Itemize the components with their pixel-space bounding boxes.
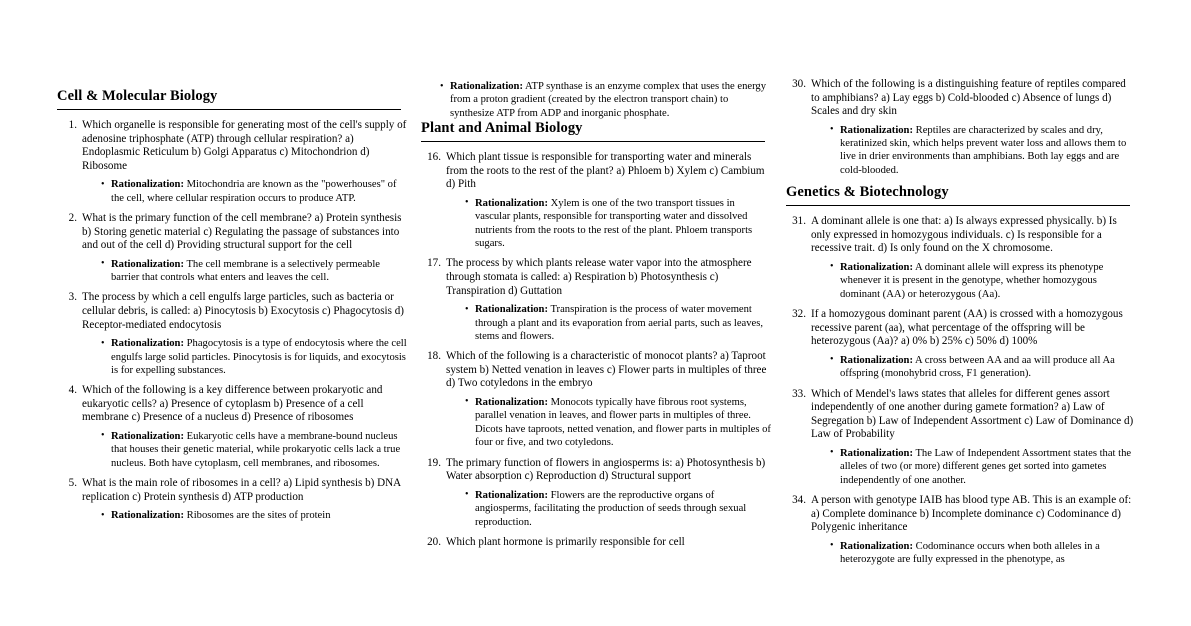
bullet-icon: • (101, 337, 105, 349)
question-text: What is the primary function of the cell membrane? a) Protein synthesis b) Storing genetic material c) Regulating the passage of substances into and out of the cell d) Providing structural support for the cell (82, 212, 402, 252)
rationalization-item (465, 303, 771, 343)
question-text: Which of the following is a key difference between prokaryotic and eukaryotic cells? a) Presence of cytoplasm b) Presence of a cell membrane c) Presence of a nucleus d) Presence of ribosomes (82, 384, 383, 424)
rationalization-text: Eukaryotic cells have a membrane-bound nucleus that houses their genetic material, while prokaryotic cells lack a true nucleus. Both have cytoplasm, cell membranes, and ribosomes. (111, 430, 401, 469)
question-text: Which of the following is a distinguishing feature of reptiles compared to amphibians? a) Lay eggs b) Cold-blooded c) Absence of lungs d) Scales and dry skin (811, 78, 1126, 118)
question-text: What is the main role of ribosomes in a cell? a) Lipid synthesis b) DNA replication c) Protein synthesis d) ATP production (82, 477, 401, 503)
rationalization-text: ATP synthase is an enzyme complex that uses the energy from a proton gradient (created by the electron transport chain) to synthesize ATP from ADP and inorganic phosphate. (450, 81, 766, 119)
bullet-icon: • (101, 178, 105, 190)
rationalization-item (830, 354, 1136, 381)
rationalization-item (101, 337, 407, 377)
question-number: 4. (68, 384, 77, 397)
question-number: 3. (68, 291, 77, 304)
question-item (57, 212, 407, 284)
question-text: Which of the following is a characteristic of monocot plants? a) Taproot system b) Netted venation in leaves c) Flower parts in multiples of three d) Two cotyledons in the embryo (446, 350, 767, 390)
question-text: Which organelle is responsible for generating most of the cell's supply of adenosine triphosphate (ATP) through cellular respiration? a) Endoplasmic Reticulum b) Golgi Apparatus c) Mitochondrion d) Ribosome (82, 119, 407, 172)
rationalization-text: Flowers are the reproductive organs of angiosperms, facilitating the production of seeds through sexual reproduction. (475, 489, 747, 528)
question-text: Which of Mendel's laws states that alleles for different genes assort independently of one another during gamete formation? a) Law of Segregation b) Law of Independent Assortment c) Law of Dominance d) Law of Probability (811, 387, 1134, 441)
rationalization-list (446, 489, 771, 529)
bullet-icon: • (101, 509, 105, 521)
rationalization-label: Rationalization: (475, 304, 548, 316)
question-list (786, 215, 1136, 566)
question-item (421, 257, 771, 343)
question-number: 31. (792, 215, 806, 228)
rationalization-list (811, 124, 1136, 178)
bullet-icon: • (465, 197, 469, 209)
question-number: 30. (792, 78, 806, 90)
rationalization-text: Mitochondria are known as the "powerhouses" of the cell, where cellular respiration occurs to produce ATP. (111, 179, 397, 204)
question-number: 5. (68, 477, 77, 490)
rationalization-label: Rationalization: (475, 489, 548, 501)
rationalization-label: Rationalization: (840, 124, 913, 136)
rationalization-label: Rationalization: (111, 338, 184, 350)
question-item (786, 388, 1136, 487)
rationalization-list (82, 430, 407, 470)
question-item (421, 457, 771, 529)
rationalization-list (82, 258, 407, 285)
rationalization-continuation (440, 80, 771, 120)
rationalization-item (101, 509, 407, 522)
rationalization-item (830, 540, 1136, 567)
rationalization-text: Reptiles are characterized by scales and dry, keratinized skin, which helps prevent water loss and allows them to live in drier environments than amphibians. Both lay eggs and are cold-blooded. (840, 124, 1127, 176)
section-divider (421, 141, 765, 142)
question-number: 17. (427, 257, 441, 270)
question-number: 16. (427, 151, 441, 164)
rationalization-text: Xylem is one of the two transport tissues in vascular plants, responsible for transporting water and dissolved nutrients from the roots to the rest of the plant. Phloem transports sugars. (475, 197, 753, 250)
bullet-icon: • (440, 80, 444, 92)
bullet-icon: • (101, 430, 105, 442)
section-divider (57, 109, 401, 110)
bullet-icon: • (830, 124, 834, 136)
section-heading: Genetics & Biotechnology (786, 184, 949, 201)
text-column-1 (57, 0, 407, 626)
question-number: 20. (427, 535, 441, 548)
rationalization-list (811, 540, 1136, 567)
rationalization-list (811, 447, 1136, 487)
rationalization-label: Rationalization: (840, 354, 913, 366)
question-item (786, 308, 1136, 380)
rationalization-label: Rationalization: (111, 510, 184, 522)
rationalization-list (811, 261, 1136, 301)
question-item (421, 151, 771, 250)
rationalization-list (82, 337, 407, 377)
question-number: 2. (68, 212, 77, 224)
question-text: Which plant hormone is primarily responsible for cell (446, 535, 685, 548)
section-divider (786, 205, 1130, 206)
rationalization-text: A cross between AA and aa will produce all Aa offspring (monohybrid cross, F1 generation). (840, 354, 1115, 380)
text-column-3 (786, 0, 1136, 626)
rationalization-label: Rationalization: (840, 447, 913, 459)
bullet-icon: • (830, 540, 834, 552)
rationalization-text: Phagocytosis is a type of endocytosis where the cell engulfs large solid particles. Pinocytosis is for liquids, and exocytosis is for expelling substances. (111, 338, 407, 376)
rationalization-text: Monocots typically have fibrous root systems, parallel venation in leaves, and flower parts in multiples of three. Dicots have taproots, netted venation, and flower parts in multiples of four or five, and two cotyledons. (475, 396, 771, 449)
rationalization-label: Rationalization: (840, 261, 913, 273)
rationalization-text: Ribosomes are the sites of protein (183, 510, 331, 522)
question-item (786, 215, 1136, 301)
rationalization-text: Transpiration is the process of water movement through a plant and its evaporation from aerial parts, such as leaves, stems and flowers. (475, 304, 763, 342)
rationalization-label: Rationalization: (111, 258, 184, 270)
rationalization-item (101, 258, 407, 285)
rationalization-list (446, 396, 771, 450)
rationalization-item (830, 261, 1136, 301)
question-text: The process by which plants release water vapor into the atmosphere through stomata is called: a) Respiration b) Photosynthesis c) Transpiration d) Guttation (446, 257, 752, 297)
question-item (421, 536, 771, 550)
rationalization-item (465, 197, 771, 251)
question-text: If a homozygous dominant parent (AA) is crossed with a homozygous recessive parent (aa), what percentage of the offspring will be heterozygous (Aa)? a) 0% b) 25% c) 50% d) 100% (811, 308, 1123, 348)
rationalization-text: The Law of Independent Assortment states that the alleles of two (or more) different genes get sorted into gametes independently of one another. (840, 447, 1132, 486)
rationalization-list (446, 197, 771, 251)
rationalization-label: Rationalization: (475, 396, 548, 408)
rationalization-item (101, 430, 407, 470)
rationalization-label: Rationalization: (450, 81, 523, 92)
question-item (786, 494, 1136, 566)
rationalization-item (101, 178, 407, 205)
rationalization-label: Rationalization: (840, 540, 913, 552)
section-heading: Plant and Animal Biology (421, 120, 583, 137)
rationalization-label: Rationalization: (111, 179, 184, 191)
question-number: 18. (427, 350, 441, 363)
question-list (421, 151, 771, 549)
question-list (786, 78, 1136, 177)
question-text: The primary function of flowers in angiosperms is: a) Photosynthesis b) Water absorption c) Reproduction d) Structural support (446, 456, 766, 483)
rationalization-item (465, 396, 771, 450)
rationalization-list (82, 178, 407, 205)
bullet-icon: • (465, 303, 469, 315)
question-number: 19. (427, 456, 441, 469)
rationalization-label: Rationalization: (475, 197, 548, 209)
rationalization-item (830, 447, 1136, 487)
question-number: 32. (792, 308, 806, 321)
rationalization-list (811, 354, 1136, 381)
question-item (57, 119, 407, 205)
rationalization-text: Codominance occurs when both alleles in a heterozygote are fully expressed in the phenotype, as (840, 540, 1100, 566)
text-column-2 (421, 0, 771, 626)
bullet-icon: • (830, 354, 834, 366)
bullet-icon: • (465, 489, 469, 501)
question-item (57, 291, 407, 377)
question-item (421, 350, 771, 449)
question-text: A person with genotype IAIB has blood type AB. This is an example of: a) Complete dominance b) Incomplete dominance c) Codominance d) Polygenic inheritance (811, 493, 1132, 534)
bullet-icon: • (830, 261, 834, 273)
question-number: 33. (792, 387, 806, 400)
question-number: 34. (792, 493, 806, 506)
rationalization-list (446, 303, 771, 343)
rationalization-label: Rationalization: (111, 430, 184, 442)
question-list (57, 119, 407, 523)
rationalization-text: The cell membrane is a selectively permeable barrier that controls what enters and leaves the cell. (111, 258, 380, 284)
bullet-icon: • (465, 396, 469, 408)
question-text: Which plant tissue is responsible for transporting water and minerals from the roots to the rest of the plant? a) Phloem b) Xylem c) Cambium d) Pith (446, 151, 765, 191)
question-text: A dominant allele is one that: a) Is always expressed physically. b) Is only expressed in homozygous individuals. c) Is responsible for a recessive trait. d) Is only found on the X chromosome. (811, 215, 1117, 255)
question-item (786, 78, 1136, 177)
question-item (57, 384, 407, 470)
section-heading: Cell & Molecular Biology (57, 88, 218, 104)
question-text: The process by which a cell engulfs large particles, such as bacteria or cellular debris, is called: a) Pinocytosis b) Exocytosis c) Phagocytosis d) Receptor-mediated endocytosis (82, 291, 404, 331)
rationalization-item (465, 489, 771, 529)
rationalization-text: A dominant allele will express its phenotype whenever it is present in the genotype, whether homozygous dominant (AA) or heterozygous (Aa). (840, 261, 1104, 300)
bullet-icon: • (830, 447, 834, 459)
bullet-icon: • (101, 258, 105, 270)
rationalization-list (82, 509, 407, 522)
question-item (57, 477, 407, 523)
question-number: 1. (68, 119, 77, 131)
rationalization-item (830, 124, 1136, 178)
